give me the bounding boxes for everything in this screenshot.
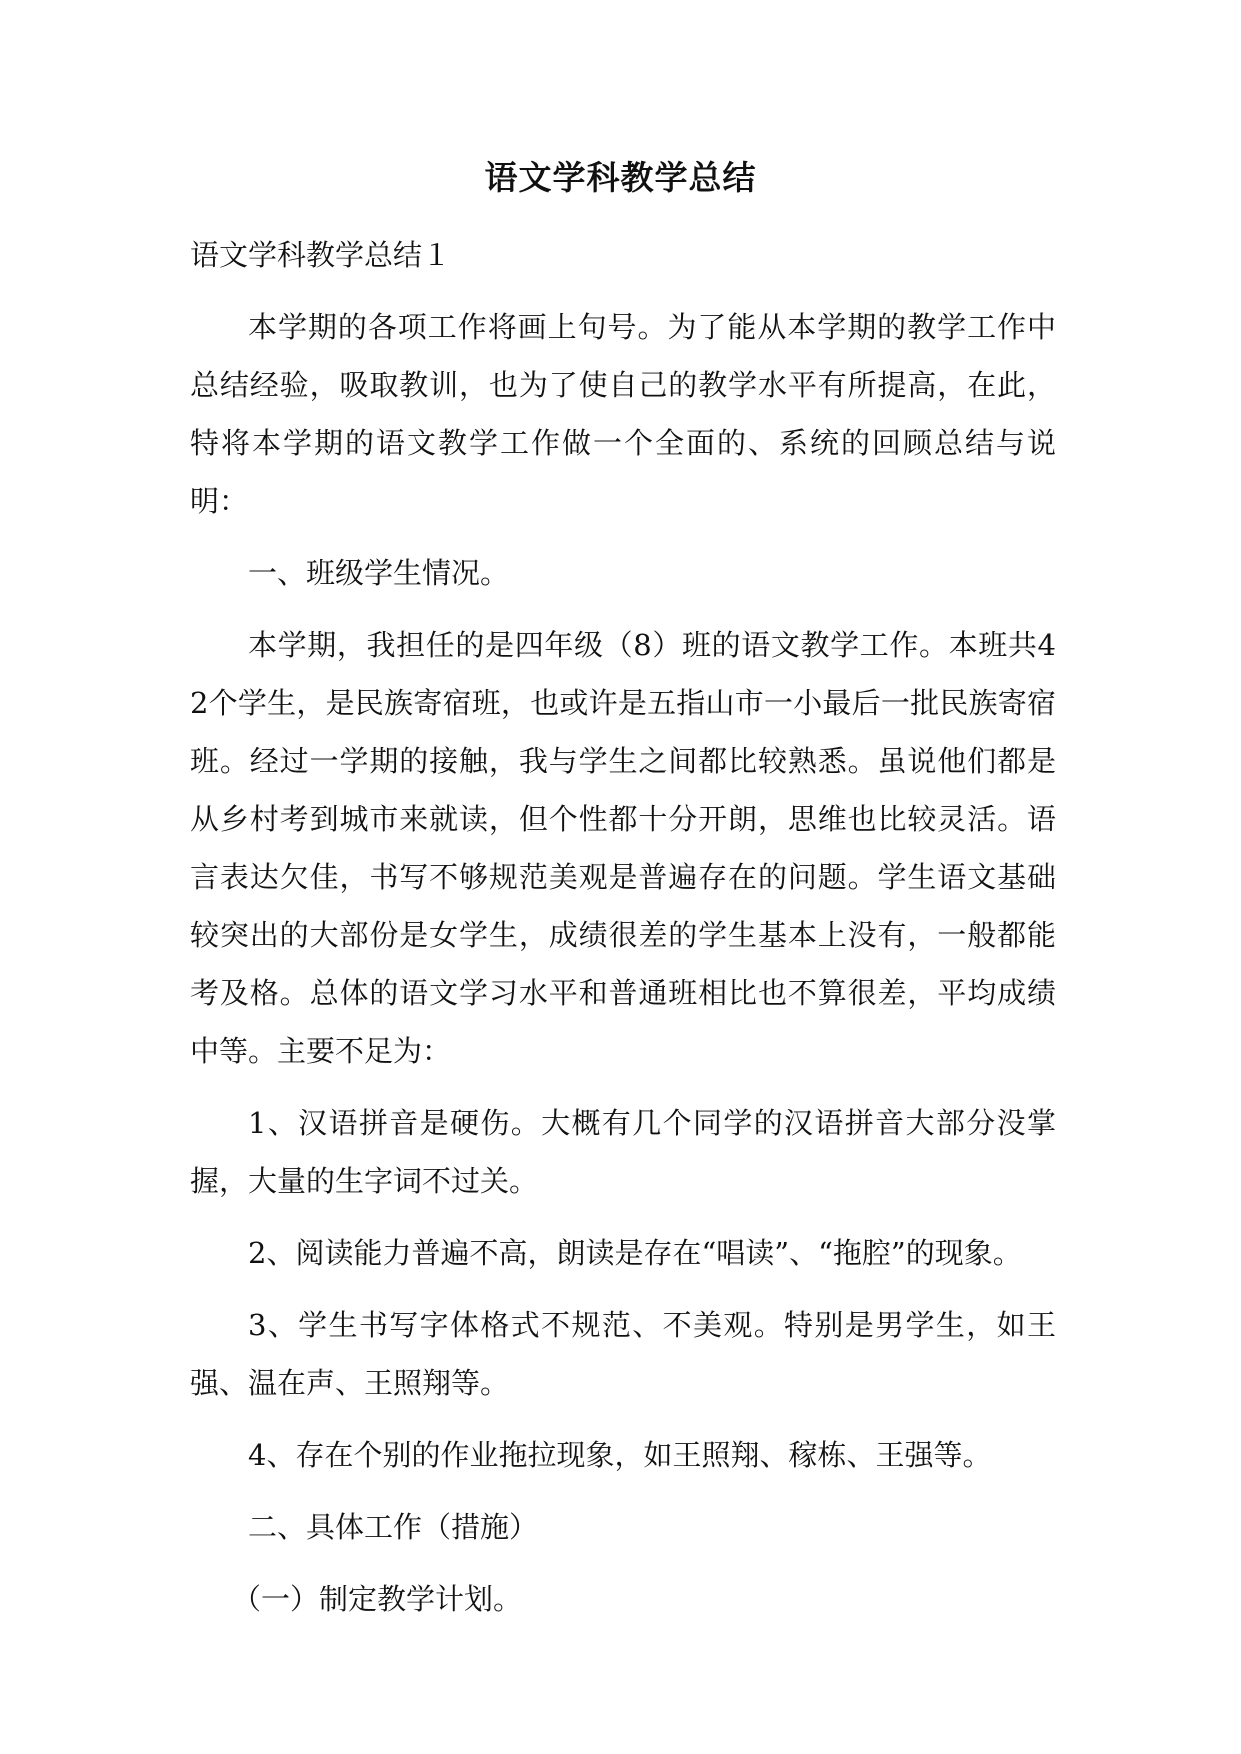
paragraph-subheading-1: （一）制定教学计划。: [232, 1582, 523, 1616]
paragraph-point-3: 3、学生书写字体格式不规范、不美观。特别是男学生，如王强、温在声、王照翔等。: [190, 1308, 1056, 1400]
document-title: 语文学科教学总结: [484, 158, 757, 197]
paragraph-intro: 本学期的各项工作将画上句号。为了能从本学期的教学工作中总结经验，吸取教训，也为了使自己的教学水平有所提高，在此，特将本学期的语文教学工作做一个全面的、系统的回顾总结与说明：: [190, 310, 1056, 518]
paragraph-heading-1: 一、班级学生情况。: [248, 556, 510, 590]
document-body: [190, 226, 1056, 1642]
paragraph-heading-2: 二、具体工作（措施）: [248, 1510, 539, 1544]
section-heading: 语文学科教学总结１: [190, 238, 452, 272]
paragraph-point-4: 4、存在个别的作业拖拉现象，如王照翔、稼栋、王强等。: [248, 1438, 992, 1472]
paragraph-class-situation: 本学期，我担任的是四年级（8）班的语文教学工作。本班共42个学生，是民族寄宿班，也或许是五指山市一小最后一批民族寄宿班。经过一学期的接触，我与学生之间都比较熟悉。虽说他们都是从乡村考到城市来就读，但个性都十分开朗，思维也比较灵活。语言表达欠佳，书写不够规范美观是普遍存在的问题。学生语文基础较突出的大部份是女学生，成绩很差的学生基本上没有，一般都能考及格。总体的语文学习水平和普通班相比也不算很差，平均成绩中等。主要不足为：: [190, 628, 1056, 1068]
paragraph-point-2: 2、阅读能力普遍不高，朗读是存在“唱读”、“拖腔”的现象。: [248, 1236, 1022, 1270]
paragraph-point-1: 1、汉语拼音是硬伤。大概有几个同学的汉语拼音大部分没掌握，大量的生字词不过关。: [190, 1106, 1056, 1198]
